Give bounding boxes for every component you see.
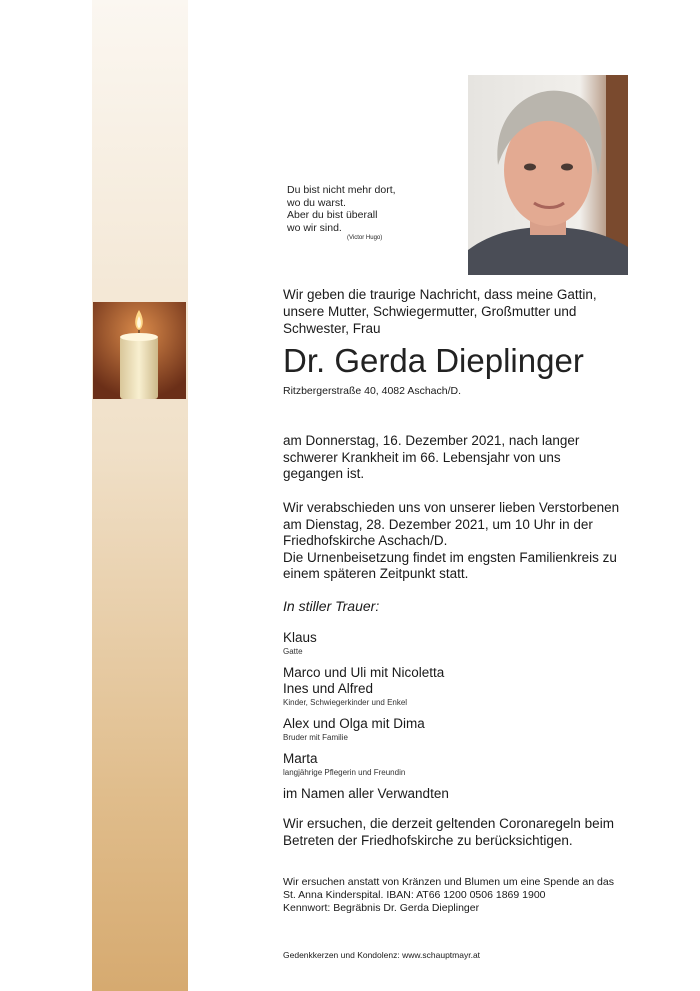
quote-line: wo du warst. bbox=[287, 196, 346, 209]
mourner-name: Alex und Olga mit Dima bbox=[283, 716, 425, 731]
mourner-relation: Kinder, Schwiegerkinder und Enkel bbox=[283, 698, 408, 707]
relatives-line: im Namen aller Verwandten bbox=[283, 786, 449, 801]
mourner-entry bbox=[283, 665, 623, 708]
quote bbox=[287, 184, 457, 243]
donation-notice bbox=[283, 876, 623, 915]
mourner-relation: Bruder mit Familie bbox=[283, 733, 348, 742]
mourners-list bbox=[283, 630, 623, 786]
mourner-entry bbox=[283, 630, 623, 657]
quote-line: wo wir sind. bbox=[287, 221, 342, 234]
portrait-photo bbox=[468, 75, 628, 275]
donation-keyword: Kennwort: Begräbnis Dr. Gerda Dieplinger bbox=[283, 902, 480, 914]
mourner-relation: langjährige Pflegerin und Freundin bbox=[283, 768, 406, 777]
quote-line: Aber du bist überall bbox=[287, 209, 378, 221]
candle-image bbox=[93, 302, 186, 399]
urn-burial-note: Die Urnenbeisetzung findet im engsten Familienkreis zu einem späteren Zeitpunkt statt. bbox=[283, 549, 617, 581]
mourner-name: Marta bbox=[283, 751, 318, 766]
in-trauer-heading: In stiller Trauer: bbox=[283, 598, 380, 614]
deceased-address: Ritzbergerstraße 40, 4082 Aschach/D. bbox=[283, 385, 462, 397]
decorative-side-band bbox=[92, 0, 188, 991]
mourner-name: Marco und Uli mit Nicoletta Ines und Alfred bbox=[283, 665, 445, 696]
quote-line: Du bist nicht mehr dort, bbox=[287, 184, 396, 196]
corona-notice: Wir ersuchen, die derzeit geltenden Coronaregeln beim Betreten der Friedhofskirche zu berücksichtigen. bbox=[283, 816, 614, 848]
deceased-name: Dr. Gerda Dieplinger bbox=[283, 342, 584, 379]
funeral-notice bbox=[283, 500, 623, 583]
mourner-entry bbox=[283, 716, 623, 743]
funeral-details: Wir verabschieden uns von unserer lieben Verstorbenen am Dienstag, 28. Dezember 2021, um 10 Uhr in der Friedhofskirche Aschach/D. bbox=[283, 500, 620, 548]
death-notice: am Donnerstag, 16. Dezember 2021, nach langer schwerer Krankheit im 66. Lebensjahr von uns gegangen ist. bbox=[283, 433, 580, 481]
intro-text: Wir geben die traurige Nachricht, dass meine Gattin, unsere Mutter, Schwiegermutter, Großmutter und Schwester, Frau bbox=[283, 287, 597, 336]
donation-request: Wir ersuchen anstatt von Kränzen und Blumen um eine Spende an das St. Anna Kinderspital. IBAN: AT66 1200 0506 1869 1900 bbox=[283, 876, 614, 901]
quote-author: (Victor Hugo) bbox=[347, 235, 383, 241]
mourner-relation: Gatte bbox=[283, 647, 303, 656]
mourner-entry bbox=[283, 751, 623, 778]
mourner-name: Klaus bbox=[283, 630, 317, 645]
condolence-link[interactable]: Gedenkkerzen und Kondolenz: www.schauptmayr.at bbox=[283, 950, 481, 960]
